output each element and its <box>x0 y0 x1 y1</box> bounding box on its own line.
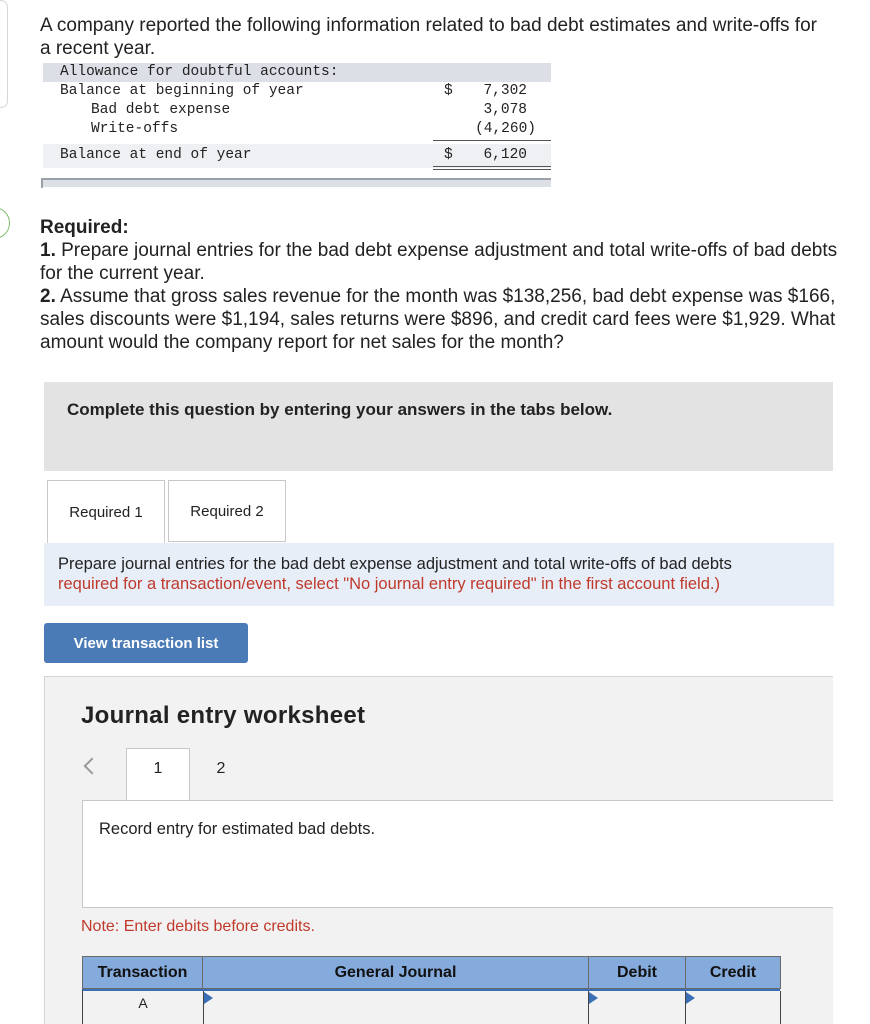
instruction-box <box>44 543 834 606</box>
row-label-write-offs: Write-offs <box>91 121 179 137</box>
view-transaction-list-button[interactable]: View transaction list <box>44 623 248 663</box>
row-transaction-label: A <box>138 995 148 1011</box>
total-rule-1 <box>433 166 551 167</box>
entry-tab-1[interactable]: 1 <box>126 748 190 801</box>
table-row <box>82 989 780 1024</box>
column-header-credit: Credit <box>685 956 781 989</box>
row-currency-end: $ <box>444 147 453 163</box>
problem-intro: A company reported the following information related to bad debt estimates and write-offs for a recent year. <box>40 15 817 59</box>
instruction-line-1: Prepare journal entries for the bad debt expense adjustment and total write-offs of bad debts <box>58 555 732 573</box>
required-item2-number: 2. <box>40 286 56 307</box>
worksheet-title: Journal entry worksheet <box>81 702 366 729</box>
tab-required-2[interactable]: Required 2 <box>168 480 286 542</box>
required-item1-number: 1. <box>40 240 56 261</box>
row-label-bad-debt-expense: Bad debt expense <box>91 102 231 118</box>
required-item1-text: Prepare journal entries for the bad debt expense adjustment and total write-offs of bad debts for the current year. <box>40 240 838 284</box>
subtotal-rule <box>433 140 551 141</box>
complete-banner <box>44 382 833 471</box>
row-value-beginning: 7,302 <box>483 83 527 99</box>
entry-description-box <box>82 800 833 908</box>
row-value-bad-debt-expense: 3,078 <box>483 102 527 118</box>
total-rule-2 <box>433 169 551 170</box>
column-header-debit: Debit <box>588 956 685 989</box>
allowance-table <box>43 63 551 188</box>
cell-divider <box>780 991 781 1024</box>
debit-credit-note: Note: Enter debits before credits. <box>81 918 315 935</box>
allowance-table-footer <box>43 178 551 187</box>
row-currency-beginning: $ <box>444 83 453 99</box>
complete-banner-text: Complete this question by entering your answers in the tabs below. <box>67 400 613 419</box>
entry-description: Record entry for estimated bad debts. <box>99 820 376 838</box>
column-header-transaction: Transaction <box>82 956 202 989</box>
allowance-table-footer-edge <box>41 178 43 188</box>
row-label-beginning: Balance at beginning of year <box>60 83 304 99</box>
debit-input-flag-icon[interactable] <box>589 992 598 1004</box>
credit-input-flag-icon[interactable] <box>686 992 695 1004</box>
side-panel-edge <box>0 0 8 108</box>
required-heading: Required: <box>40 217 129 238</box>
tab-required-1[interactable]: Required 1 <box>47 480 165 543</box>
row-value-end: 6,120 <box>483 147 527 163</box>
required-item2-text: Assume that gross sales revenue for the month was $138,256, bad debt expense was $166, sales discounts were $1,194, sales returns were $896, and credit card fees were $1,929. What amount would the company report for net sales for the month? <box>40 286 836 353</box>
row-value-write-offs: (4,260) <box>475 121 536 137</box>
required-section <box>40 216 840 354</box>
allowance-table-header: Allowance for doubtful accounts: <box>60 64 339 80</box>
check-circle-icon <box>0 207 10 239</box>
row-label-end: Balance at end of year <box>60 147 252 163</box>
column-header-general-journal: General Journal <box>202 956 588 989</box>
instruction-line-2: required for a transaction/event, select "No journal entry required" in the first account field.) <box>58 575 720 593</box>
account-dropdown-flag-icon[interactable] <box>204 992 213 1004</box>
entry-tab-2[interactable]: 2 <box>216 760 226 777</box>
